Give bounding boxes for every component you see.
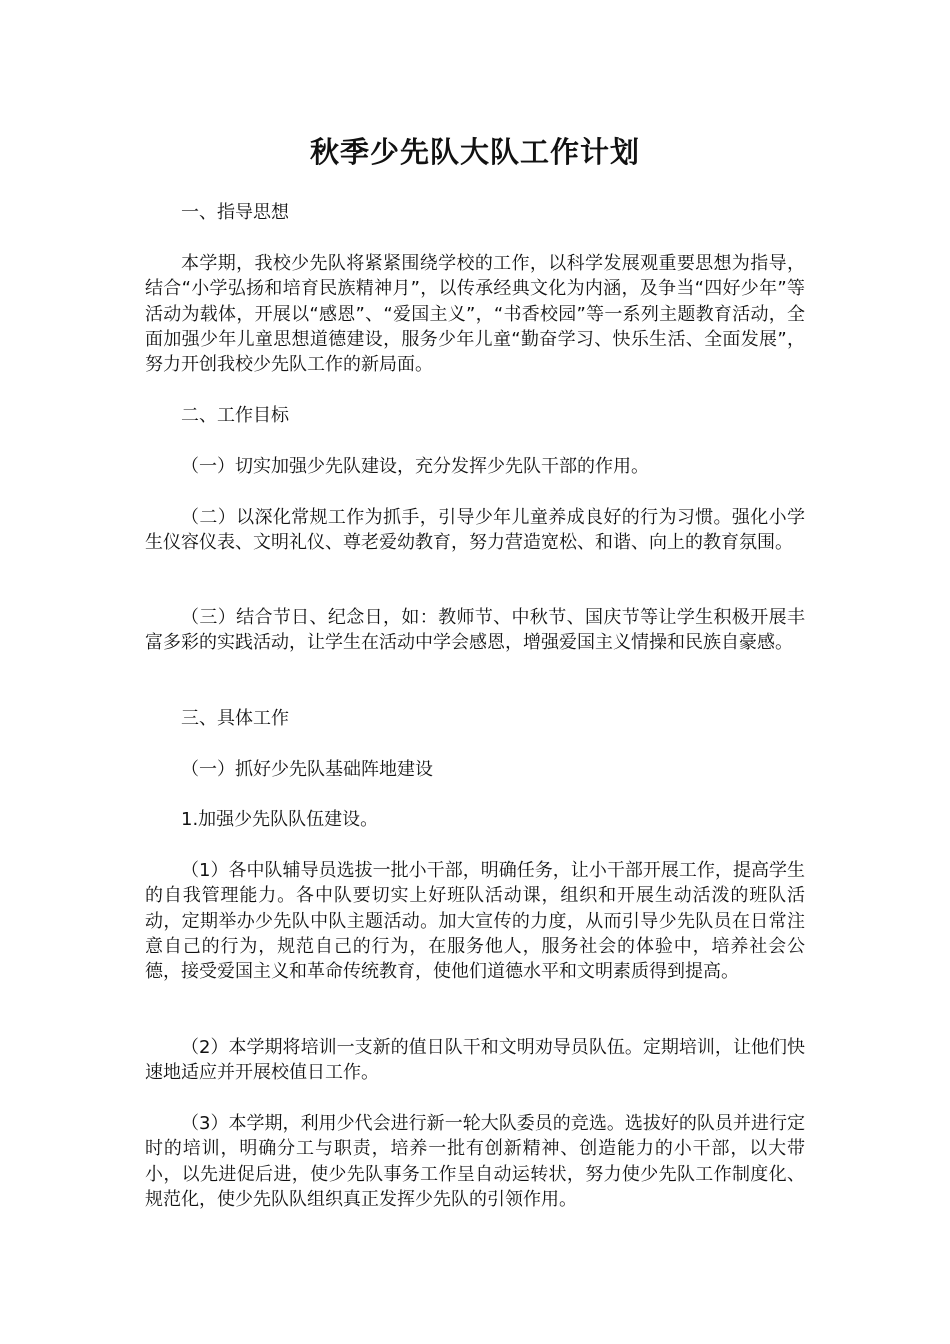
paragraph-goal-1: （一）切实加强少先队建设，充分发挥少先队干部的作用。 bbox=[181, 456, 649, 477]
paragraph-goal-2: （二）以深化常规工作为抓手，引导少年儿童养成良好的行为习惯。强化小学生仪容仪表、文明礼仪、尊老爱幼教育，努力营造宽松、和谐、向上的教育氛围。 bbox=[145, 507, 805, 554]
paragraph-work-1: （一）抓好少先队基础阵地建设 bbox=[181, 759, 433, 780]
paragraph-work-1-1: 1.加强少先队队伍建设。 bbox=[181, 809, 379, 830]
paragraph-work-item-1: （1）各中队辅导员选拔一批小干部，明确任务，让小干部开展工作，提高学生的自我管理能力。各中队要切实上好班队活动课，组织和开展生动活泼的班队活动，定期举办少先队中队主题活动。加大宣传的力度，从而引导少先队员在日常注意自己的行为，规范自己的行为，在服务他人，服务社会的体验中，培养社会公德，接受爱国主义和革命传统教育，使他们道德水平和文明素质得到提高。 bbox=[145, 860, 805, 983]
heading-guiding-ideology: 一、指导思想 bbox=[181, 202, 289, 223]
heading-work-goals: 二、工作目标 bbox=[181, 405, 289, 426]
paragraph-work-item-2: （2）本学期将培训一支新的值日队干和文明劝导员队伍。定期培训，让他们快速地适应并开展校值日工作。 bbox=[145, 1037, 805, 1084]
document-title: 秋季少先队大队工作计划 bbox=[309, 135, 640, 169]
paragraph-work-item-3: （3）本学期，利用少代会进行新一轮大队委员的竞选。选拔好的队员并进行定时的培训，明确分工与职责，培养一批有创新精神、创造能力的小干部，以大带小，以先进促后进，使少先队事务工作呈自动运转状，努力使少先队工作制度化、规范化，使少先队队组织真正发挥少先队的引领作用。 bbox=[145, 1113, 805, 1210]
heading-specific-work: 三、具体工作 bbox=[181, 708, 289, 729]
paragraph-goal-3: （三）结合节日、纪念日，如：教师节、中秋节、国庆节等让学生积极开展丰富多彩的实践活动，让学生在活动中学会感恩，增强爱国主义情操和民族自豪感。 bbox=[145, 607, 805, 654]
paragraph-guiding-ideology: 本学期，我校少先队将紧紧围绕学校的工作，以科学发展观重要思想为指导，结合“小学弘扬和培育民族精神月”，以传承经典文化为内涵，及争当“四好少年”等活动为载体，开展以“感恩”、“爱国主义”，“书香校园”等一系列主题教育活动，全面加强少年儿童思想道德建设，服务少年儿童“勤奋学习、快乐生活、全面发展”，努力开创我校少先队工作的新局面。 bbox=[145, 253, 805, 376]
